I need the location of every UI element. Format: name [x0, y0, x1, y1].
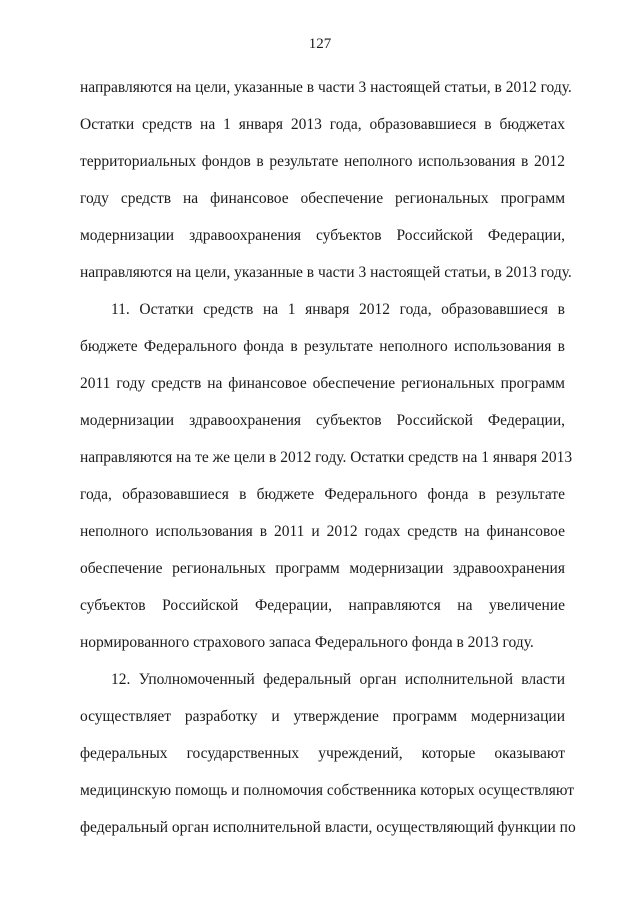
- text-line: обеспечение региональных программ модернизации здравоохранения: [80, 560, 565, 577]
- text-line: субъектов Российской Федерации, направляются на увеличение: [80, 597, 565, 614]
- text-line: направляются на цели, указанные в части 3 настоящей статьи, в 2012 году.: [80, 79, 572, 96]
- text-line: 12. Уполномоченный федеральный орган исполнительной власти: [111, 671, 565, 688]
- text-line: неполного использования в 2011 и 2012 годах средств на финансовое: [80, 523, 565, 540]
- text-line: бюджете Федерального фонда в результате неполного использования в: [80, 338, 565, 355]
- text-line: медицинскую помощь и полномочия собственника которых осуществляют: [80, 782, 575, 799]
- text-line: модернизации здравоохранения субъектов Российской Федерации,: [80, 227, 565, 244]
- text-line: году средств на финансовое обеспечение региональных программ: [80, 190, 565, 207]
- text-line: федеральных государственных учреждений, которые оказывают: [80, 745, 565, 762]
- text-line: направляются на те же цели в 2012 году. Остатки средств на 1 января 2013: [80, 449, 573, 466]
- text-line: 2011 году средств на финансовое обеспечение региональных программ: [80, 375, 565, 392]
- text-line: федеральный орган исполнительной власти, осуществляющий функции по: [80, 819, 576, 836]
- text-line: нормированного страхового запаса Федерального фонда в 2013 году.: [80, 634, 534, 651]
- page-number: 127: [308, 36, 332, 52]
- text-line: модернизации здравоохранения субъектов Российской Федерации,: [80, 412, 565, 429]
- text-line: осуществляет разработку и утверждение программ модернизации: [80, 708, 565, 725]
- text-line: направляются на цели, указанные в части 3 настоящей статьи, в 2013 году.: [80, 264, 572, 281]
- text-line: Остатки средств на 1 января 2013 года, образовавшиеся в бюджетах: [80, 116, 565, 133]
- text-line: 11. Остатки средств на 1 января 2012 года, образовавшиеся в: [111, 301, 565, 318]
- text-line: территориальных фондов в результате неполного использования в 2012: [80, 153, 565, 170]
- text-line: года, образовавшиеся в бюджете Федерального фонда в результате: [80, 486, 565, 503]
